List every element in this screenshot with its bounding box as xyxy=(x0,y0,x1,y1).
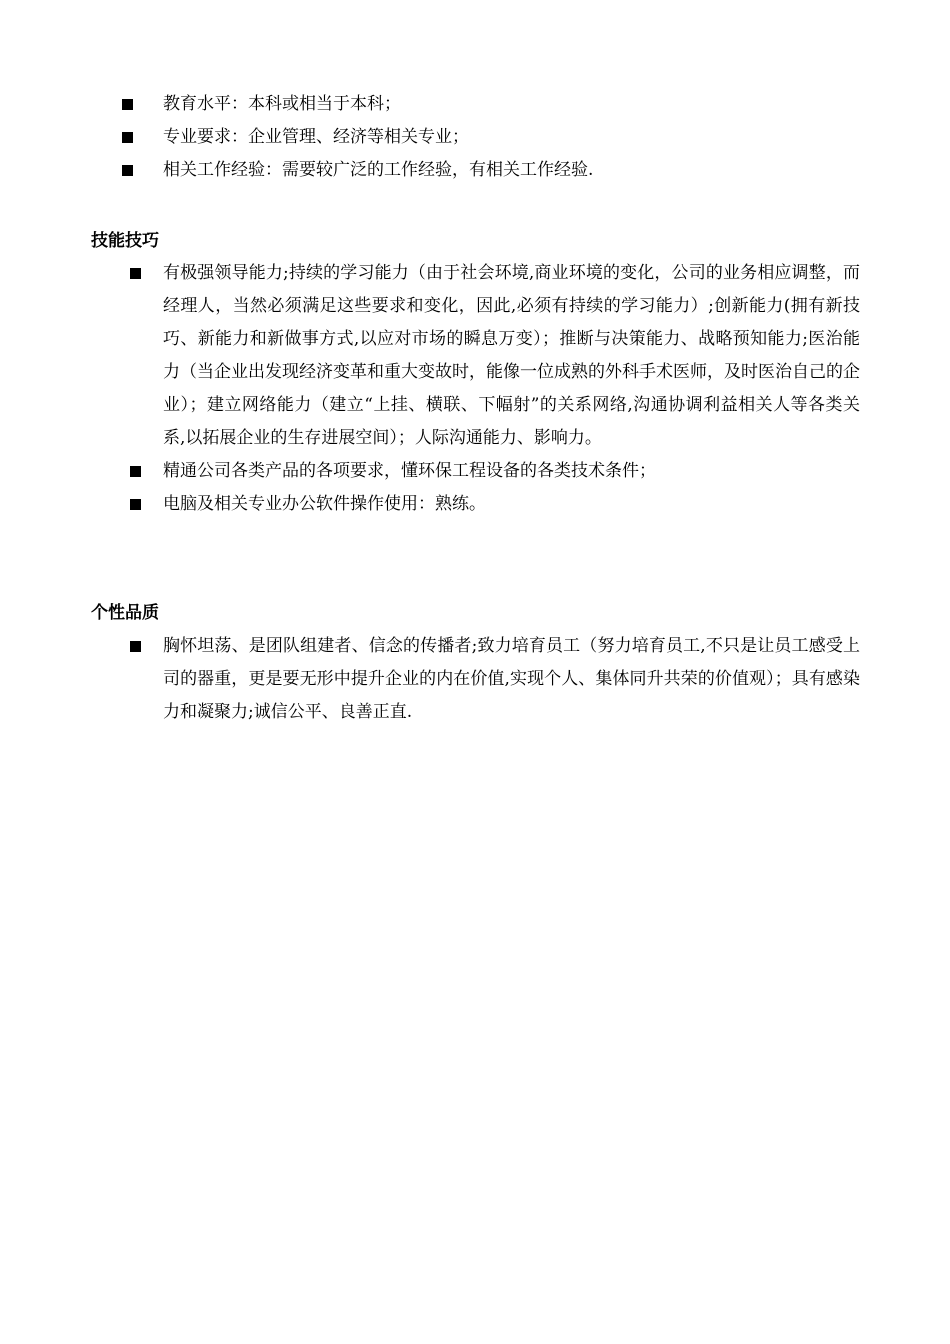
square-bullet-icon xyxy=(130,499,141,510)
list-item xyxy=(163,88,863,121)
list-item-text: 专业要求：企业管理、经济等相关专业； xyxy=(163,127,469,147)
skills-list xyxy=(163,257,860,521)
list-item xyxy=(163,488,860,521)
section-heading-skills: 技能技巧 xyxy=(91,231,159,251)
square-bullet-icon xyxy=(130,641,141,652)
list-item-text: 精通公司各类产品的各项要求，懂环保工程设备的各类技术条件； xyxy=(163,461,656,481)
personality-list xyxy=(163,630,860,729)
requirements-list xyxy=(163,88,863,187)
square-bullet-icon xyxy=(122,132,133,143)
section-heading-personality: 个性品质 xyxy=(91,603,159,623)
list-item xyxy=(163,630,860,729)
list-item xyxy=(163,154,863,187)
square-bullet-icon xyxy=(122,165,133,176)
list-item-text: 相关工作经验：需要较广泛的工作经验，有相关工作经验. xyxy=(163,160,594,180)
square-bullet-icon xyxy=(130,268,141,279)
square-bullet-icon xyxy=(122,99,133,110)
list-item-text: 有极强领导能力;持续的学习能力（由于社会环境,商业环境的变化，公司的业务相应调整，而经理人，当然必须满足这些要求和变化，因此,必须有持续的学习能力）;创新能力(拥有新技巧、新能力和新做事方式,以应对市场的瞬息万变）；推断与决策能力、战略预知能力;医治能力（当企业出发现经济变革和重大变故时，能像一位成熟的外科手术医师，及时医治自己的企业）；建立网络能力（建立“上挂、横联、下幅射”的关系网络,沟通协调利益相关人等各类关系,以拓展企业的生存进展空间）；人际沟通能力、影响力。 xyxy=(163,263,860,448)
list-item xyxy=(163,121,863,154)
list-item xyxy=(163,257,860,455)
square-bullet-icon xyxy=(130,466,141,477)
list-item-text: 教育水平：本科或相当于本科； xyxy=(163,94,401,114)
list-item xyxy=(163,455,860,488)
list-item-text: 胸怀坦荡、是团队组建者、信念的传播者;致力培育员工（努力培育员工,不只是让员工感受上司的器重，更是要无形中提升企业的内在价值,实现个人、集体同升共荣的价值观）；具有感染力和凝聚力;诚信公平、良善正直. xyxy=(163,636,860,722)
list-item-text: 电脑及相关专业办公软件操作使用：熟练。 xyxy=(163,494,486,514)
